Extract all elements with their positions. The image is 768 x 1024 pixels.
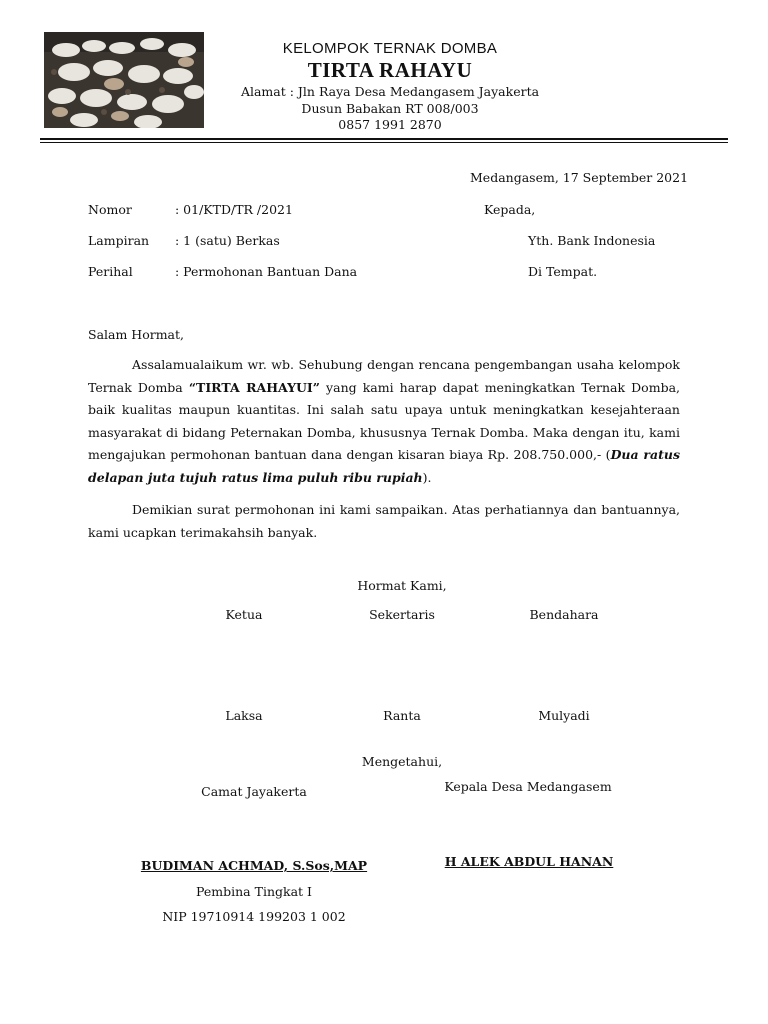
letterhead-group-type: KELOMPOK TERNAK DOMBA xyxy=(282,40,498,57)
camat-name: BUDIMAN ACHMAD, S.Sos,MAP xyxy=(140,858,368,873)
camat-rank: Pembina Tingkat I xyxy=(196,884,312,899)
p1-amount-words: Dua ratus delapan juta tujuh ratus lima puluh ribu rupiah xyxy=(88,447,681,485)
nomor-label: Nomor xyxy=(88,202,132,217)
p1-group-name: “TIRTA RAHAYUI” xyxy=(188,379,320,395)
sekretaris-name: Ranta xyxy=(383,708,421,723)
lampiran-label: Lampiran xyxy=(88,233,150,248)
letter-date: Medangasem, 17 September 2021 xyxy=(470,170,689,185)
p1-text-a: Assalamualaikum wr. wb. Sehubung dengan rencana pengembangan usaha kelompok Ternak Domba xyxy=(88,357,680,395)
body-paragraph-2 xyxy=(88,499,680,544)
letterhead-group-name: TIRTA RAHAYU xyxy=(307,58,473,82)
letterhead-address: Alamat : Jln Raya Desa Medangasem Jayakerta xyxy=(240,84,540,99)
greeting: Salam Hormat, xyxy=(88,327,184,342)
lampiran-value: : 1 (satu) Berkas xyxy=(175,233,280,248)
perihal-value: : Permohonan Bantuan Dana xyxy=(175,264,358,279)
recipient-name: Yth. Bank Indonesia xyxy=(528,233,656,248)
letterhead-phone: 0857 1991 2870 xyxy=(338,117,442,132)
ketua-name: Laksa xyxy=(225,708,263,723)
camat-nip: NIP 19710914 199203 1 002 xyxy=(162,909,346,924)
perihal-label: Perihal xyxy=(88,264,133,279)
body-paragraph-1 xyxy=(88,354,680,489)
recipient-kepada: Kepada, xyxy=(484,202,536,217)
letterhead-hamlet: Dusun Babakan RT 008/003 xyxy=(301,101,479,116)
bendahara-name: Mulyadi xyxy=(538,708,590,723)
nomor-value: : 01/KTD/TR /2021 xyxy=(175,202,293,217)
ketua-title: Ketua xyxy=(225,607,263,622)
recipient-place: Di Tempat. xyxy=(528,264,598,279)
camat-title: Camat Jayakerta xyxy=(201,784,307,799)
bendahara-title: Bendahara xyxy=(529,607,599,622)
sheep-photo xyxy=(44,32,204,128)
sekretaris-title: Sekertaris xyxy=(369,607,435,622)
kades-name: H ALEK ABDUL HANAN xyxy=(444,854,614,869)
hormat-kami: Hormat Kami, xyxy=(357,578,447,593)
mengetahui: Mengetahui, xyxy=(361,754,443,769)
p2-text: Demikian surat permohonan ini kami sampaikan. Atas perhatiannya dan bantuannya, kami ucapkan terimakahsih banyak. xyxy=(88,502,680,540)
p1-text-b: yang kami harap dapat meningkatkan Ternak Domba, baik kualitas maupun kuantitas. Ini salah satu upaya untuk meningkatkan kesejahteraan masyarakat di bidang Peternakan Domba, khususnya Ternak Domba. Maka dengan itu, kami mengajukan permohonan bantuan dana dengan kisaran biaya Rp. 208.750.000,- ( xyxy=(88,379,680,462)
kades-title: Kepala Desa Medangasem xyxy=(444,779,612,794)
p1-text-c: ). xyxy=(422,469,432,485)
letterhead-divider-thick xyxy=(40,138,728,140)
letterhead-divider-thin xyxy=(40,142,728,143)
